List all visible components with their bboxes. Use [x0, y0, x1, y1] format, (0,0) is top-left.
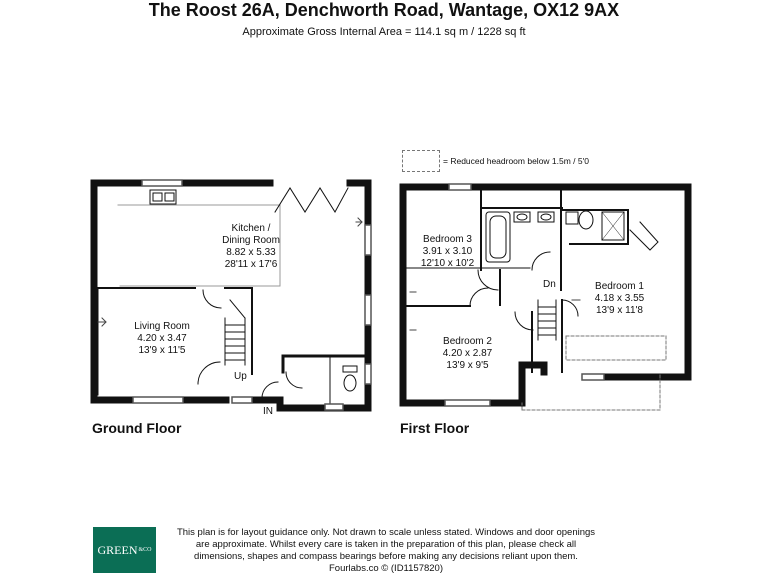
kitchen-sink [150, 190, 176, 204]
room-metric: 4.20 x 2.87 [442, 348, 493, 359]
room-imperial: 28'11 x 17'6 [224, 259, 278, 270]
reduced-headroom-legend: = Reduced headroom below 1.5m / 5'0 [443, 156, 589, 166]
room-name: Kitchen / [231, 223, 271, 234]
first-floor-stairs [538, 300, 556, 340]
stairs-up-label: Up [234, 371, 247, 382]
gross-area: Approximate Gross Internal Area = 114.1 sq m / 1228 sq ft [242, 26, 526, 38]
room-metric: 4.20 x 3.47 [137, 333, 187, 344]
room-imperial: 12'10 x 10'2 [420, 258, 475, 269]
stairs-down-label: Dn [543, 279, 556, 290]
disclaimer-line: are approximate. Whilst every care is taken in the preparation of this plan, please check all [195, 539, 577, 550]
agency-logo [93, 527, 156, 573]
bath [486, 212, 510, 262]
room-imperial: 13'9 x 11'8 [595, 305, 643, 316]
room-bedroom-2 [430, 336, 505, 372]
room-imperial: 13'9 x 11'5 [138, 345, 186, 356]
first-floor-label: First Floor [400, 420, 470, 436]
room-imperial: 13'9 x 9'5 [446, 360, 489, 371]
ground-stairs [225, 300, 245, 365]
room-kitchen-dining [196, 223, 306, 271]
bifold-doors [275, 188, 348, 212]
room-bedroom-1 [582, 281, 657, 317]
first-bathroom-fixtures [514, 212, 554, 222]
ground-floor-label: Ground Floor [92, 420, 182, 436]
page-title: The Roost 26A, Denchworth Road, Wantage, OX12 9AX [148, 0, 620, 20]
room-metric: 8.82 x 5.33 [226, 247, 276, 258]
room-name: Bedroom 1 [595, 281, 644, 292]
ground-floor-walls [94, 183, 368, 408]
room-name: Living Room [134, 321, 190, 332]
room-metric: 3.91 x 3.10 [422, 246, 473, 257]
ensuite-fixtures [566, 211, 624, 240]
room-living [117, 321, 207, 357]
disclaimer-line: This plan is for layout guidance only. Not drawn to scale unless stated. Windows and door openings [176, 527, 596, 538]
entrance-label: IN [263, 406, 273, 417]
ground-doors [198, 290, 302, 398]
room-name: Bedroom 2 [443, 336, 492, 347]
logo-text: GREEN [97, 542, 138, 557]
logo-suffix: &CO [138, 547, 152, 553]
room-name: Bedroom 3 [423, 234, 472, 245]
room-metric: 4.18 x 3.55 [594, 293, 645, 304]
room-name-line2: Dining Room [222, 235, 280, 246]
ground-wc [343, 366, 357, 391]
disclaimer-line: dimensions, shapes and compass bearings before making any decisions reliant upon them. [194, 551, 578, 562]
room-bedroom-3 [410, 234, 485, 270]
disclaimer-credit: Fourlabs.co © (ID1157820) [328, 563, 444, 574]
disclaimer [166, 527, 606, 575]
